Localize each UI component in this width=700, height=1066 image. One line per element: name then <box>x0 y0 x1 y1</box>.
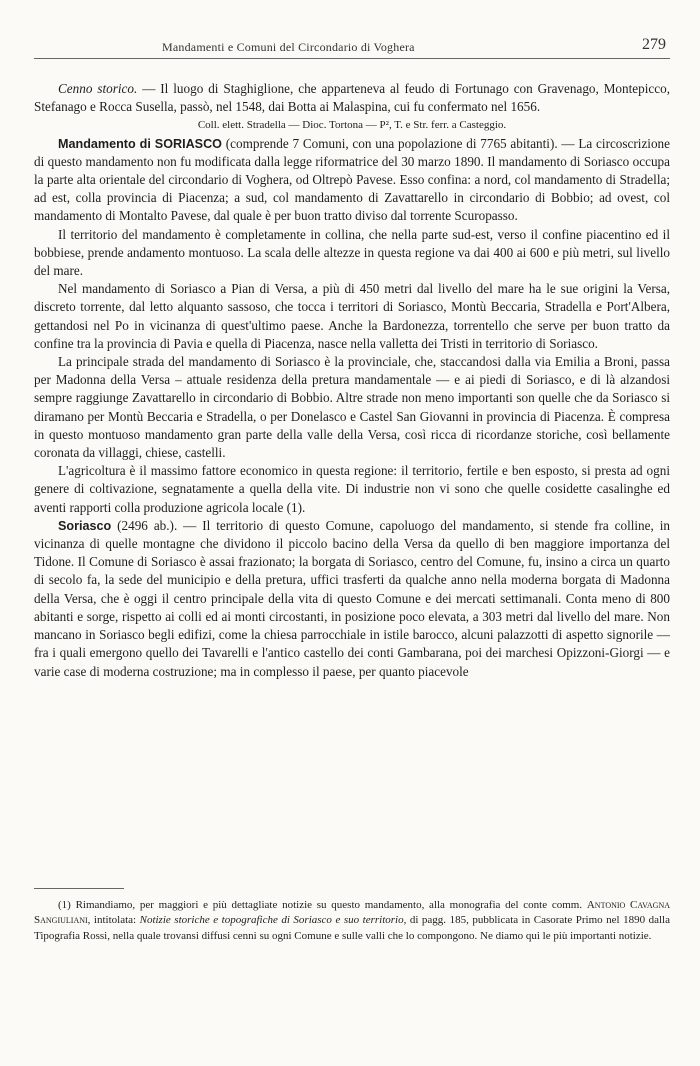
cenno-storico-paragraph <box>34 80 670 116</box>
footnote-mid: , intitolata: <box>87 914 140 927</box>
footnote-suffix: , di pagg. 185, pubblicata in Casorate Primo nel 1890 dalla Tipografia Rossi, nella quale trovansi diffusi cenni su ogni Comune e sulle valli che lo compongono. Ne diamo qui le più importanti notizie. <box>34 914 670 942</box>
mandamento-heading: Mandamento di SORIASCO <box>58 136 222 151</box>
collegio-line: Coll. elett. Stradella — Dioc. Tortona — P², T. e Str. ferr. a Casteggio. <box>197 119 507 132</box>
footnote-rule <box>34 888 124 889</box>
territory-paragraph: Il territorio del mandamento è completamente in collina, che nella parte sud-est, verso il confine piacentino ed il bobbiese, prende andamento montuoso. La scala delle altezze in questa regione va dai 400 ai 600 e più metri, sul livello del mare. <box>34 226 670 279</box>
running-header <box>34 36 670 58</box>
header-rule <box>34 58 670 59</box>
mandamento-intro: (comprende 7 Comuni, con una popolazione di 7765 abitanti). — La circoscrizione di questo mandamento non fu modificata dalla legge riformatrice del 30 marzo 1890. Il mandamento di Soriasco occupa la parte alta orientale del circondario di Voghera, od Oltrepò Pavese. Esso confina: a nord, col mandamento di Stradella; ad est, colla provincia di Piacenza; a sud, col mandamento di Zavattarello in circondario di Bobbio; ad ovest, col mandamento di Montalto Pavese, dal quale è per buon tratto diviso dal torrente Scuropasso. <box>34 135 671 224</box>
main-text <box>34 80 670 681</box>
footnote-work-title: Notizie storiche e topografiche di Soriasco e suo territorio <box>139 914 404 927</box>
roads-paragraph: La principale strada del mandamento di Soriasco è la provinciale, che, staccandosi dalla via Emilia a Broni, passa per Madonna della Versa – attuale residenza della pretura mandamentale — e ai piedi di Soriasco, e di là alzandosi sempre raggiunge Zavattarello in circondario di Bobbio. Altre strade non meno importanti son quelle che da Soriasco si diramano per Montù Beccaria e Stradella, o per Donelasco e Castel San Giovanni in provincia di Piacenza. È compresa in questo montuoso mandamento gran parte della valle della Versa, così ricca di ricordanze storiche, così bellamente coronata da villaggi, chiese, castelli. <box>34 354 670 461</box>
versa-paragraph: Nel mandamento di Soriasco a Pian di Versa, a più di 450 metri dal livello del mare ha le sue origini la Versa, discreto torrente, dal letto alquanto sassoso, che tocca i territori di Soriasco, Montù Beccaria, Stradella e Port'Albera, gettandosi nel Po in vicinanza di quest'ultimo paese. Anche la Bardonezza, torrentello che serve per buon tratto da confine tra la provincia di Pavia e quella di Piacenza, nasce nella valletta dei Tristi in territorio di Soriasco. <box>34 281 670 351</box>
running-title: Mandamenti e Comuni del Circondario di Voghera <box>162 40 415 54</box>
footnote <box>34 898 670 944</box>
footnote-author: Antonio Cavagna Sangiuliani <box>34 899 670 927</box>
agriculture-paragraph: L'agricoltura è il massimo fattore economico in questa regione: il territorio, fertile e ben esposto, si presta ad ogni genere di coltivazione, segnatamente a quella della vite. Di industrie non vi sono che quelle cosidette casalinghe ed aventi rapporti colla produzione agricola locale (1). <box>34 463 670 515</box>
cenno-text: — Il luogo di Staghiglione, che apparteneva al feudo di Fortunago con Gravenago, Montepicco, Stefanago e Rocca Susella, passò, nel 1548, dai Botta ai Malaspina, cui fu confermato nel 1656. <box>34 81 670 115</box>
soriasco-paragraph <box>34 517 670 681</box>
soriasco-text: (2496 ab.). — Il territorio di questo Comune, capoluogo del mandamento, si stende fra colline, in vicinanza di quelle montagne che dividono il piccolo bacino della Versa da quello di ben maggiore importanza del Tidone. Il Comune di Soriasco è assai frazionato; la borgata di Soriasco, centro del Comune, fu, insino a circa un quarto di secolo fa, la sede del municipio e della pretura, uffici trasferti da qualche anno nella moderna borgata di Madonna della Versa, che è oggi il centro principale della vita di questo Comune e dei mercati settimanali. Conta meno di 800 abitanti e sorge, rispetto ai colli ed ai monti circostanti, in posizione poco elevata, a 303 metri dal livello del mare. Non mancano in Soriasco begli edifizi, come la chiesa parrocchiale in istile barocco, alcuni palazzotti di aspetto signorile — fra i quali emergono quello dei Tavarelli e l'antico castello dei conti Gambarana, poi dei marchesi Opizzoni-Giorgi — e varie case di moderna costruzione; ma in complesso il paese, per quanto piacevole <box>34 517 670 679</box>
footnote-prefix: (1) Rimandiamo, per maggiori e più dettagliate notizie su questo mandamento, alla monografia del conte comm. <box>58 899 587 911</box>
mandamento-paragraph <box>34 135 670 226</box>
soriasco-heading: Soriasco <box>58 518 112 533</box>
page-number: 279 <box>642 36 666 53</box>
cenno-label: Cenno storico. <box>58 81 138 96</box>
